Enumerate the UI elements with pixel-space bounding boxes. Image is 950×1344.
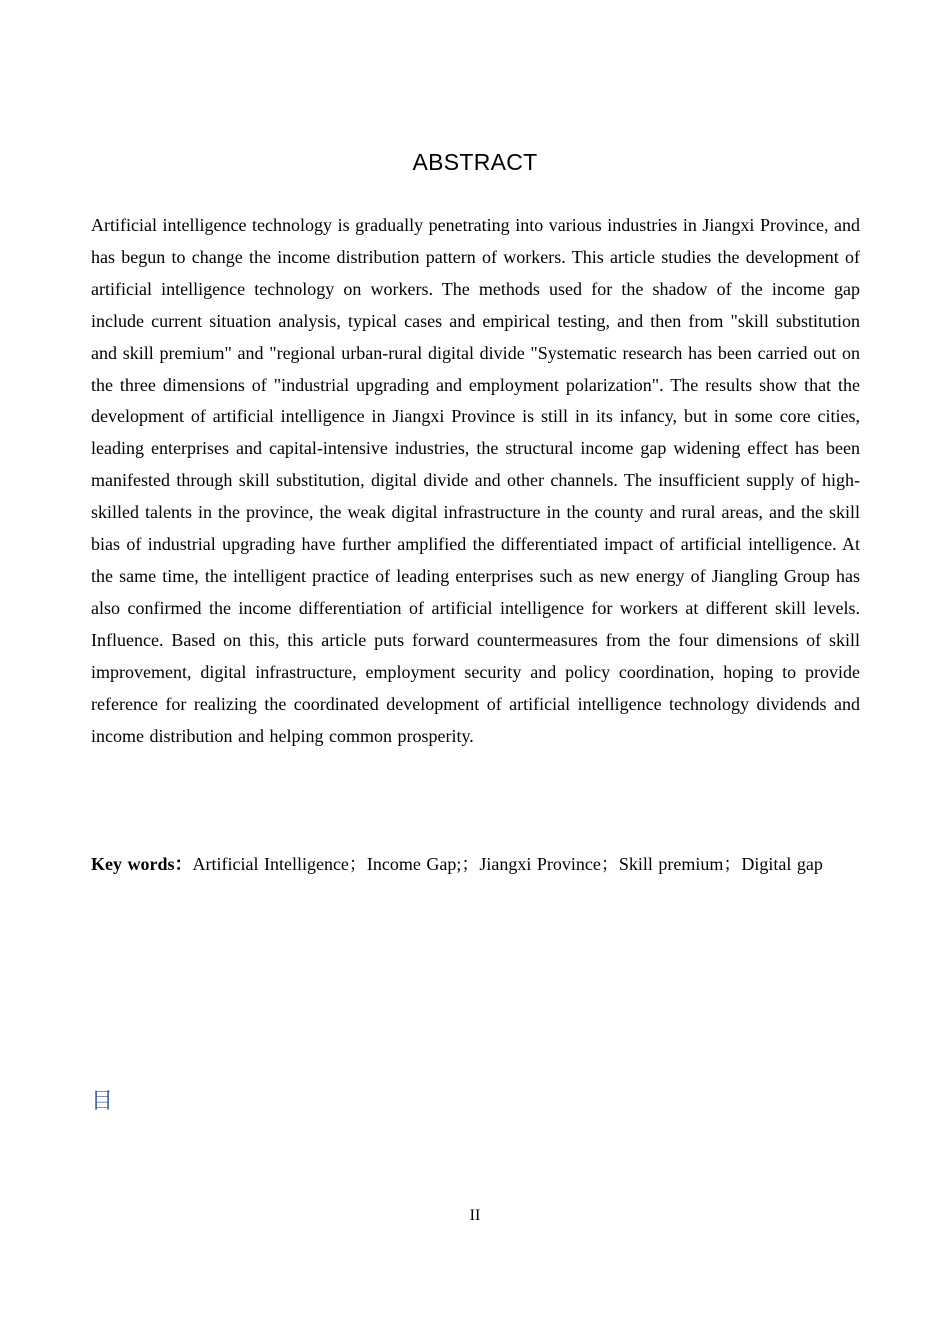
toc-heading: 目 (91, 1089, 114, 1114)
keywords-paragraph (91, 849, 860, 881)
keywords-label: Key words (91, 854, 175, 874)
abstract-title: ABSTRACT (412, 149, 538, 175)
keywords-text: Artificial Intelligence；Income Gap;；Jiangxi Province；Skill premium；Digital gap (192, 854, 823, 874)
abstract-body: Artificial intelligence technology is gradually penetrating into various industries in Jiangxi Province, and has begun to change the income distribution pattern of workers. This article studies the development of artificial intelligence technology on workers. The methods used for the shadow of the income gap include current situation analysis, typical cases and empirical testing, and then from "skill substitution and skill premium" and "regional urban-rural digital divide "Systematic research has been carried out on the three dimensions of "industrial upgrading and employment polarization". The results show that the development of artificial intelligence in Jiangxi Province is still in its infancy, but in some core cities, leading enterprises and capital-intensive industries, the structural income gap widening effect has been manifested through skill substitution, digital divide and other channels. The insufficient supply of high-skilled talents in the province, the weak digital infrastructure in the county and rural areas, and the skill bias of industrial upgrading have further amplified the differentiated impact of artificial intelligence. At the same time, the intelligent practice of leading enterprises such as new energy of Jiangling Group has also confirmed the income differentiation of artificial intelligence for workers at different skill levels. Influence. Based on this, this article puts forward countermeasures from the four dimensions of skill improvement, digital infrastructure, employment security and policy coordination, hoping to provide reference for realizing the coordinated development of artificial intelligence technology dividends and income distribution and helping common prosperity. (91, 215, 860, 746)
page-number: II (469, 1207, 481, 1224)
keywords-separator: ： (174, 854, 193, 874)
